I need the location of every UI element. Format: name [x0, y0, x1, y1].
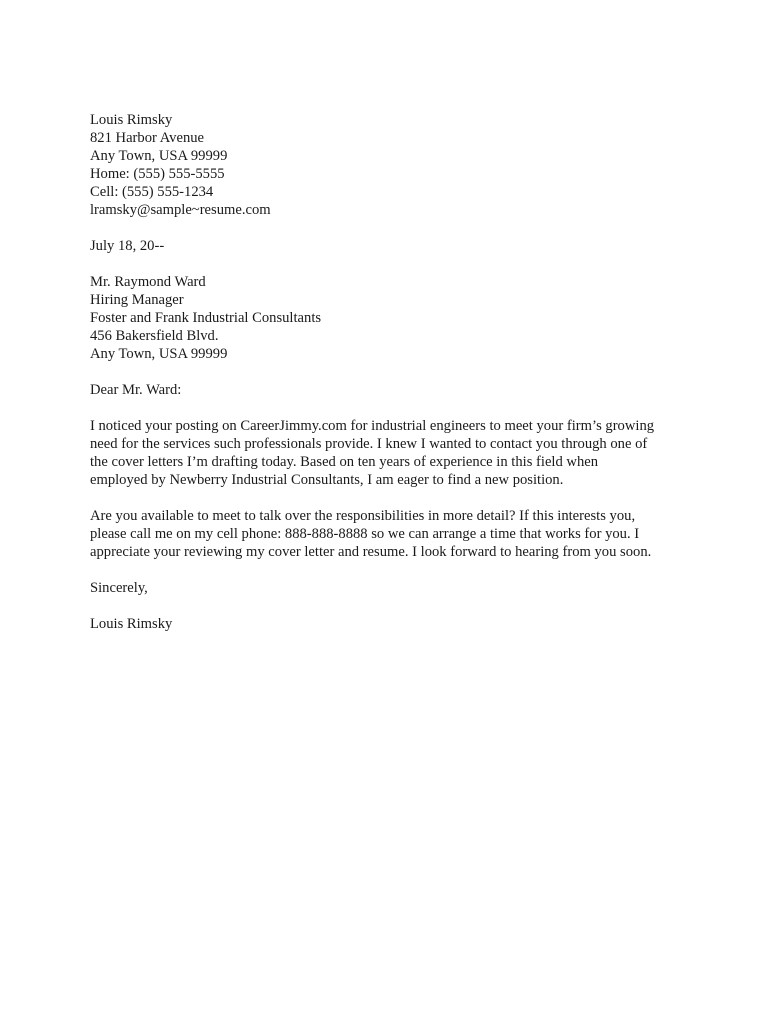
salutation: [90, 381, 700, 399]
paragraph-line: please call me on my cell phone: 888-888-8888 so we can arrange a time that works for you. I: [90, 526, 640, 542]
paragraph-line: Are you available to meet to talk over the responsibilities in more detail? If this interests you,: [90, 508, 636, 524]
recipient-street: 456 Bakersfield Blvd.: [90, 328, 219, 344]
cover-letter: [90, 111, 700, 651]
body-paragraph-2: [90, 507, 700, 561]
recipient-title: Hiring Manager: [90, 292, 184, 308]
sender-cell-phone: Cell: (555) 555-1234: [90, 184, 214, 200]
sender-city: Any Town, USA 99999: [90, 148, 228, 164]
sender-home-phone: Home: (555) 555-5555: [90, 166, 225, 182]
paragraph-line: need for the services such professionals provide. I knew I wanted to contact you through one of: [90, 436, 648, 452]
closing: [90, 579, 700, 597]
salutation-text: Dear Mr. Ward:: [90, 382, 182, 398]
body-paragraph-1: [90, 417, 700, 489]
recipient-name: Mr. Raymond Ward: [90, 274, 206, 290]
recipient-city: Any Town, USA 99999: [90, 346, 228, 362]
sender-email: lramsky@sample~resume.com: [90, 202, 271, 218]
closing-text: Sincerely,: [90, 580, 148, 596]
sender-street: 821 Harbor Avenue: [90, 130, 205, 146]
paragraph-line: employed by Newberry Industrial Consultants, I am eager to find a new position.: [90, 472, 564, 488]
signature: [90, 615, 700, 633]
signature-name: Louis Rimsky: [90, 616, 173, 632]
date-text: July 18, 20--: [90, 238, 165, 254]
paragraph-line: I noticed your posting on CareerJimmy.com for industrial engineers to meet your firm’s growing: [90, 418, 655, 434]
paragraph-line: appreciate your reviewing my cover letter and resume. I look forward to hearing from you soon.: [90, 544, 652, 560]
recipient-company: Foster and Frank Industrial Consultants: [90, 310, 322, 326]
recipient-address: [90, 273, 700, 363]
paragraph-line: the cover letters I’m drafting today. Based on ten years of experience in this field when: [90, 454, 599, 470]
sender-name: Louis Rimsky: [90, 112, 173, 128]
sender-address: [90, 111, 700, 219]
letter-date: [90, 237, 700, 255]
